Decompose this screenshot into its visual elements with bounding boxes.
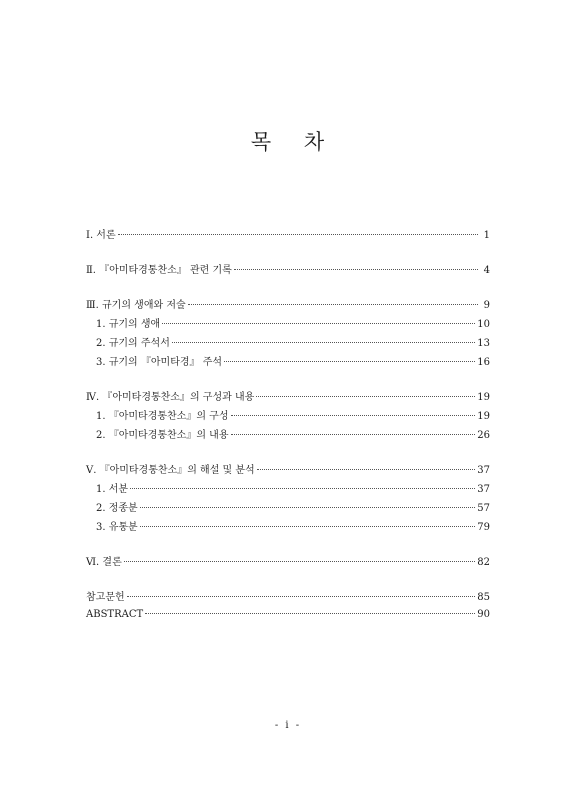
toc-entry[interactable] [86, 555, 490, 570]
toc-entry-label: ABSTRACT [86, 609, 144, 620]
toc-entry-page: 19 [477, 392, 490, 403]
toc-entry-page: 9 [483, 300, 490, 311]
toc-entry-label: Ⅲ. 규기의 생애와 저술 [86, 300, 186, 311]
toc-entry[interactable] [86, 228, 490, 243]
toc-entry-label: Ⅴ. 『아미타경통찬소』의 해설 및 분석 [86, 465, 255, 476]
toc-entry-page: 82 [477, 557, 490, 568]
toc-entry-label: 참고문헌 [86, 592, 125, 603]
toc-entry-label: Ⅱ. 『아미타경통찬소』 관련 기록 [86, 265, 232, 276]
toc-entry[interactable] [86, 298, 490, 313]
toc-entry[interactable] [86, 607, 490, 622]
toc-entry-page: 10 [477, 319, 490, 330]
dot-leader [127, 595, 476, 597]
table-of-contents [86, 228, 490, 622]
page-number-footer: - i - [274, 720, 302, 731]
toc-entry[interactable] [86, 336, 490, 351]
toc-entry-label: 1. 규기의 생애 [96, 319, 161, 330]
toc-entry-page: 57 [477, 503, 490, 514]
toc-entry-page: 90 [477, 609, 490, 620]
toc-entry[interactable] [86, 390, 490, 405]
toc-entry[interactable] [86, 482, 490, 497]
dot-leader [256, 395, 475, 397]
toc-entry-label: Ⅰ. 서론 [86, 230, 116, 241]
dot-leader [140, 525, 476, 527]
toc-entry-page: 19 [477, 411, 490, 422]
dot-leader [145, 612, 475, 614]
toc-entry[interactable] [86, 428, 490, 443]
dot-leader [231, 414, 476, 416]
toc-entry-page: 4 [483, 265, 490, 276]
toc-entry[interactable] [86, 263, 490, 278]
dot-leader [231, 433, 476, 435]
toc-entry-label: 2. 정종분 [96, 503, 138, 514]
toc-entry-label: 3. 규기의 『아미타경』 주석 [96, 357, 223, 368]
toc-entry-page: 1 [483, 230, 490, 241]
dot-leader [234, 268, 478, 270]
toc-entry-page: 13 [477, 338, 490, 349]
dot-leader [130, 487, 475, 489]
toc-entry-page: 37 [477, 484, 490, 495]
toc-entry-label: 1. 서분 [96, 484, 129, 495]
dot-leader [162, 322, 475, 324]
toc-entry-label: 3. 유통분 [96, 522, 138, 533]
dot-leader [172, 341, 475, 343]
dot-leader [224, 360, 475, 362]
toc-entry-label: 2. 규기의 주석서 [96, 338, 170, 349]
toc-title: 목 차 [250, 130, 326, 154]
dot-leader [188, 303, 478, 305]
toc-entry[interactable] [86, 317, 490, 332]
dot-leader [118, 233, 478, 235]
toc-entry-label: Ⅵ. 결론 [86, 557, 122, 568]
toc-entry[interactable] [86, 590, 490, 605]
dot-leader [140, 506, 476, 508]
toc-entry[interactable] [86, 409, 490, 424]
toc-entry-page: 37 [477, 465, 490, 476]
toc-entry[interactable] [86, 463, 490, 478]
toc-entry-page: 26 [477, 430, 490, 441]
toc-entry-page: 79 [477, 522, 490, 533]
toc-entry[interactable] [86, 355, 490, 370]
toc-entry-label: Ⅳ. 『아미타경통찬소』의 구성과 내용 [86, 392, 255, 403]
toc-entry-page: 16 [477, 357, 490, 368]
dot-leader [124, 560, 476, 562]
toc-entry-label: 2. 『아미타경통찬소』의 내용 [96, 430, 229, 441]
toc-entry-label: 1. 『아미타경통찬소』의 구성 [96, 411, 229, 422]
toc-entry[interactable] [86, 520, 490, 535]
dot-leader [257, 468, 476, 470]
toc-entry[interactable] [86, 501, 490, 516]
toc-entry-page: 85 [477, 592, 490, 603]
